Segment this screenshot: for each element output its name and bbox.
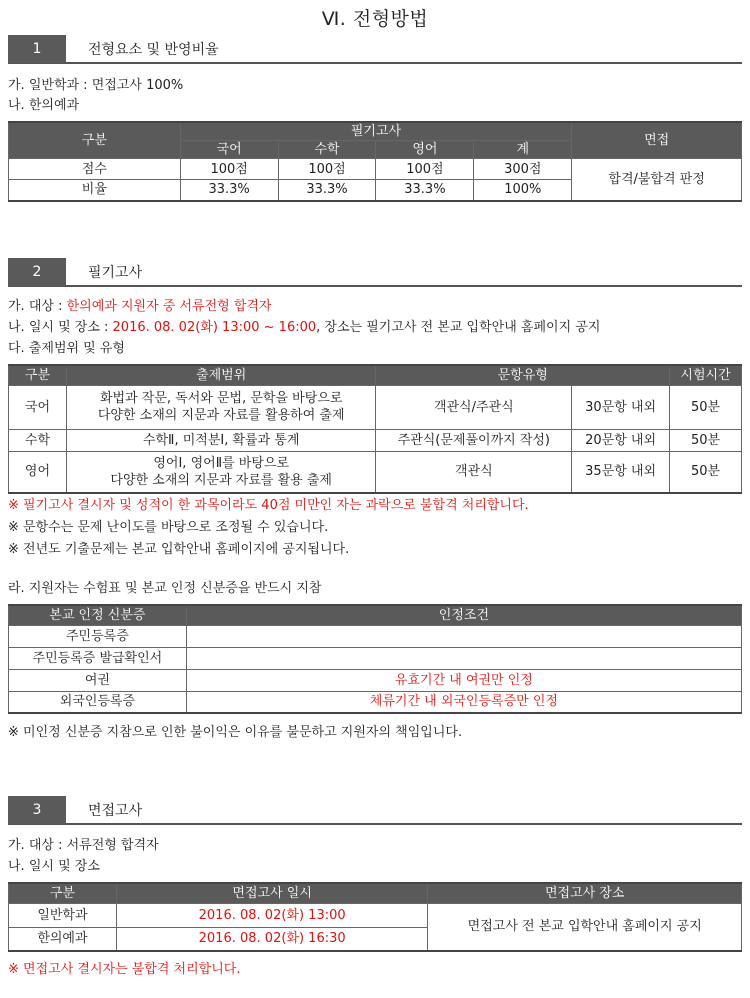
section2-header bbox=[8, 259, 742, 287]
scope-time: 50분 bbox=[670, 385, 742, 429]
table-row bbox=[9, 451, 742, 493]
ratio-ratio-total: 100% bbox=[474, 180, 572, 201]
scope-type: 주관식(문제풀이까지 작성) bbox=[376, 429, 572, 451]
section2-title: 필기고사 bbox=[88, 265, 143, 281]
section3-number: 3 bbox=[8, 796, 66, 824]
id-name: 외국인등록증 bbox=[9, 691, 187, 713]
section2-line-ga-prefix: 가. 대상 : bbox=[8, 299, 67, 314]
ratio-ratio-english: 33.3% bbox=[376, 180, 474, 201]
ratio-header-interview: 면접 bbox=[572, 122, 742, 159]
section2-line-na bbox=[8, 318, 600, 338]
scope-range-line2: 다양한 소재의 지문과 자료를 활용하여 출제 bbox=[97, 408, 345, 423]
table-row bbox=[9, 647, 742, 669]
ratio-subject-total: 계 bbox=[474, 141, 572, 159]
ratio-header-written: 필기고사 bbox=[180, 122, 572, 141]
ratio-subject-korean: 국어 bbox=[180, 141, 278, 159]
scope-type: 객관식 bbox=[376, 451, 572, 493]
ratio-row-ratio-label: 비율 bbox=[9, 180, 181, 201]
section2-line-ra: 라. 지원자는 수험표 및 본교 인정 신분증을 반드시 지참 bbox=[8, 581, 322, 596]
table-row bbox=[9, 625, 742, 647]
section1-line-ga: 가. 일반학과 : 면접고사 100% bbox=[8, 78, 184, 93]
scope-header-category: 구분 bbox=[9, 365, 67, 385]
section3-line-ga: 가. 대상 : 서류전형 합격자 bbox=[8, 838, 159, 853]
scope-header-range: 출제범위 bbox=[66, 365, 376, 385]
id-header-id: 본교 인정 신분증 bbox=[9, 605, 187, 625]
id-name: 여권 bbox=[9, 669, 187, 691]
interview-datetime: 2016. 08. 02(화) 13:00 bbox=[116, 903, 428, 927]
scope-time: 50분 bbox=[670, 451, 742, 493]
ratio-subject-math: 수학 bbox=[278, 141, 376, 159]
page-title: Ⅵ. 전형방법 bbox=[321, 8, 429, 30]
scope-range: 수학Ⅱ, 미적분Ⅰ, 확률과 통계 bbox=[66, 429, 376, 451]
interview-dept: 한의예과 bbox=[9, 927, 117, 951]
ratio-interview-value: 합격/불합격 판정 bbox=[572, 159, 742, 201]
interview-header-category: 구분 bbox=[9, 883, 117, 903]
id-name: 주민등록증 bbox=[9, 625, 187, 647]
section2-line-na-datetime: 2016. 08. 02(화) 13:00 ~ 16:00 bbox=[112, 320, 317, 335]
section3-header bbox=[8, 797, 742, 825]
table-row bbox=[9, 903, 742, 927]
section1-number: 1 bbox=[8, 35, 66, 63]
section2-line-ga bbox=[8, 297, 272, 317]
section2-note-fail: ※ 필기고사 결시자 및 성적이 한 과목이라도 40점 미만인 자는 과락으로 불합격 처리합니다. bbox=[8, 498, 529, 513]
scope-subject: 국어 bbox=[9, 385, 67, 429]
id-name: 주민등록증 발급확인서 bbox=[9, 647, 187, 669]
ratio-row-score-label: 점수 bbox=[9, 159, 181, 180]
ratio-score-total: 300점 bbox=[474, 159, 572, 180]
ratio-table bbox=[8, 121, 742, 202]
scope-header-type: 문항유형 bbox=[376, 365, 670, 385]
table-row bbox=[9, 385, 742, 429]
id-condition bbox=[186, 625, 741, 647]
ratio-ratio-korean: 33.3% bbox=[180, 180, 278, 201]
scope-range-line2: 다양한 소재의 지문과 자료를 활용 출제 bbox=[110, 472, 332, 488]
interview-header-place: 면접고사 장소 bbox=[428, 883, 742, 903]
interview-header-datetime: 면접고사 일시 bbox=[116, 883, 428, 903]
exam-scope-table bbox=[8, 364, 742, 494]
section2-number: 2 bbox=[8, 258, 66, 286]
section3-line-na: 나. 일시 및 장소 bbox=[8, 859, 100, 874]
section2-note-count: ※ 문항수는 문제 난이도를 바탕으로 조정될 수 있습니다. bbox=[8, 520, 329, 535]
section3-note-absent: ※ 면접고사 결시자는 불합격 처리합니다. bbox=[8, 962, 241, 977]
scope-time: 50분 bbox=[670, 429, 742, 451]
section1-title: 전형요소 및 반영비율 bbox=[88, 42, 219, 58]
interview-place: 면접고사 전 본교 입학안내 홈페이지 공지 bbox=[428, 903, 742, 951]
section2-line-da: 다. 출제범위 및 유형 bbox=[8, 341, 125, 356]
scope-count: 35문항 내외 bbox=[572, 451, 670, 493]
scope-count: 20문항 내외 bbox=[572, 429, 670, 451]
table-row bbox=[9, 429, 742, 451]
ratio-ratio-math: 33.3% bbox=[278, 180, 376, 201]
scope-subject: 수학 bbox=[9, 429, 67, 451]
interview-datetime: 2016. 08. 02(화) 16:30 bbox=[116, 927, 428, 951]
scope-count: 30문항 내외 bbox=[572, 385, 670, 429]
section2-line-na-suffix: , 장소는 필기고사 전 본교 입학안내 홈페이지 공지 bbox=[316, 320, 601, 335]
scope-range-line1: 화법과 작문, 독서와 문법, 문학을 바탕으로 bbox=[99, 391, 343, 406]
ratio-subject-english: 영어 bbox=[376, 141, 474, 159]
id-table bbox=[8, 604, 742, 714]
id-condition bbox=[186, 647, 741, 669]
table-row bbox=[9, 669, 742, 691]
interview-table bbox=[8, 882, 742, 952]
scope-range bbox=[66, 451, 376, 493]
section3-title: 면접고사 bbox=[88, 803, 143, 819]
id-condition: 체류기간 내 외국인등록증만 인정 bbox=[186, 691, 741, 713]
section1-line-na: 나. 한의예과 bbox=[8, 98, 80, 113]
scope-range-line1: 영어Ⅰ, 영어Ⅱ를 바탕으로 bbox=[153, 455, 290, 471]
ratio-score-math: 100점 bbox=[278, 159, 376, 180]
section2-note-past-exams: ※ 전년도 기출문제는 본교 입학안내 홈페이지에 공지됩니다. bbox=[8, 542, 350, 557]
section2-line-ga-target: 한의예과 지원자 중 서류전형 합격자 bbox=[66, 299, 272, 314]
id-header-condition: 인정조건 bbox=[186, 605, 741, 625]
scope-header-time: 시험시간 bbox=[670, 365, 742, 385]
scope-range bbox=[66, 385, 376, 429]
section1-header bbox=[8, 36, 742, 64]
id-condition: 유효기간 내 여권만 인정 bbox=[186, 669, 741, 691]
section2-line-na-prefix: 나. 일시 및 장소 : bbox=[8, 320, 113, 335]
ratio-score-korean: 100점 bbox=[180, 159, 278, 180]
ratio-header-category: 구분 bbox=[9, 122, 181, 159]
section2-note-id-liability: ※ 미인정 신분증 지참으로 인한 불이익은 이유를 불문하고 지원자의 책임입니다. bbox=[8, 725, 463, 740]
ratio-score-english: 100점 bbox=[376, 159, 474, 180]
table-row bbox=[9, 691, 742, 713]
scope-type: 객관식/주관식 bbox=[376, 385, 572, 429]
scope-subject: 영어 bbox=[9, 451, 67, 493]
interview-dept: 일반학과 bbox=[9, 903, 117, 927]
